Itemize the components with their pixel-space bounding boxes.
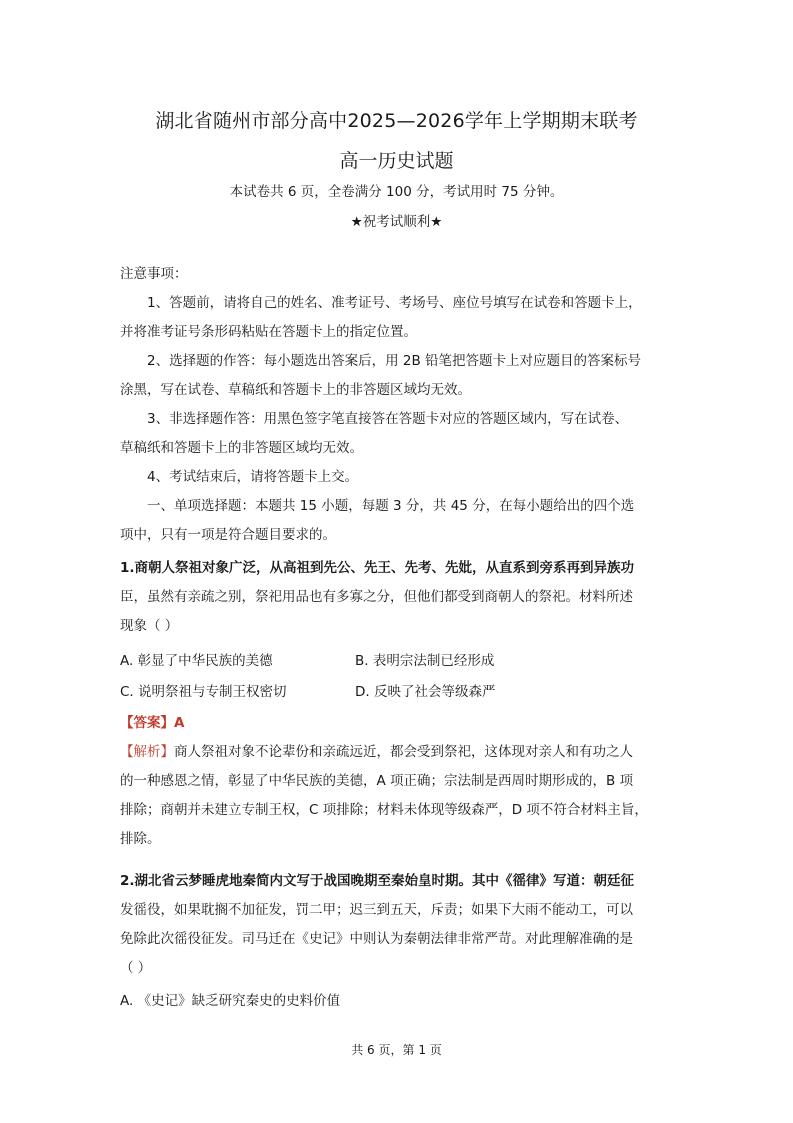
analysis-text: 商人祭祖对象不论辈份和亲疏远近，都会受到祭祀，这体现对亲人和有功之人 — [174, 744, 633, 760]
question-stem-line: 1.商朝人祭祖对象广泛，从高祖到先公、先王、先考、先妣，从直系到旁系再到异族功 — [120, 560, 635, 576]
option-c: C. 说明祭祖与专制王权密切 — [120, 684, 287, 700]
notice-line: 3、非选择题作答：用黑色签字笔直接答在答题卡对应的答题区域内，写在试卷、 — [147, 411, 629, 427]
option-d: D. 反映了社会等级森严 — [355, 684, 496, 700]
exam-wish: ★祝考试顺利★ — [350, 214, 443, 230]
answer-label: 【答案】A — [120, 715, 185, 731]
notice-section — [120, 260, 680, 550]
exam-subtitle: 高一历史试题 — [339, 150, 454, 172]
section-heading-line: 一、单项选择题：本题共 15 小题，每题 3 分，共 45 分，在每小题给出的四个选 — [147, 498, 635, 514]
question-2 — [120, 867, 680, 1016]
option-a: A. 《史记》缺乏研究秦史的史料价值 — [120, 993, 341, 1009]
analysis-line: 排除；商朝并未建立专制王权，C 项排除；材料未体现等级森严，D 项不符合材料主旨， — [120, 802, 648, 818]
notice-line: 涂黑，写在试卷、草稿纸和答题卡上的非答题区域均无效。 — [120, 382, 471, 398]
exam-meta: 本试卷共 6 页，全卷满分 100 分，考试用时 75 分钟。 — [229, 184, 564, 200]
section-heading-line: 项中，只有一项是符合题目要求的。 — [120, 527, 336, 543]
option-b: B. 表明宗法制已经形成 — [355, 653, 495, 669]
option-row — [120, 677, 680, 708]
question-stem-line: 臣，虽然有亲疏之别，祭祀用品也有多寡之分，但他们都受到商朝人的祭祀。材料所述 — [120, 589, 633, 605]
analysis-line: 排除。 — [120, 831, 161, 847]
notice-heading: 注意事项： — [120, 266, 188, 282]
question-1 — [120, 554, 680, 641]
exam-title: 湖北省随州市部分高中2025—2026学年上学期期末联考 — [155, 110, 638, 132]
question-1-answer — [120, 709, 680, 854]
analysis-label: 【解析】 — [120, 744, 174, 760]
notice-line: 2、选择题的作答：每小题选出答案后，用 2B 铅笔把答题卡上对应题目的答案标号 — [147, 353, 642, 369]
question-stem-line: 2.湖北省云梦睡虎地秦简内文写于战国晚期至秦始皇时期。其中《徭律》写道：朝廷征 — [120, 873, 635, 889]
notice-line: 草稿纸和答题卡上的非答题区域均无效。 — [120, 440, 363, 456]
notice-line: 4、考试结束后，请将答题卡上交。 — [147, 469, 359, 485]
analysis-line: 的一种感恩之情，彰显了中华民族的美德，A 项正确；宗法制是西周时期形成的，B 项 — [120, 773, 634, 789]
question-stem-line: 发徭役，如果耽搁不加征发，罚二甲；迟三到五天，斥责；如果下大雨不能动工，可以 — [120, 902, 633, 918]
option-a: A. 彰显了中华民族的美德 — [120, 653, 273, 669]
analysis-line — [120, 738, 680, 767]
option-row — [120, 646, 680, 677]
question-stem-line: 免除此次徭役征发。司马迁在《史记》中则认为秦朝法律非常严苛。对此理解准确的是 — [120, 931, 633, 947]
question-stem-line: 现象（ ） — [120, 618, 179, 634]
page-footer: 共 6 页，第 1 页 — [351, 1043, 442, 1057]
notice-line: 并将准考证号条形码粘贴在答题卡上的指定位置。 — [120, 324, 417, 340]
question-1-options — [120, 646, 680, 708]
question-stem-line: （ ） — [120, 960, 152, 976]
notice-line: 1、答题前，请将自己的姓名、准考证号、考场号、座位号填写在试卷和答题卡上， — [147, 295, 642, 311]
